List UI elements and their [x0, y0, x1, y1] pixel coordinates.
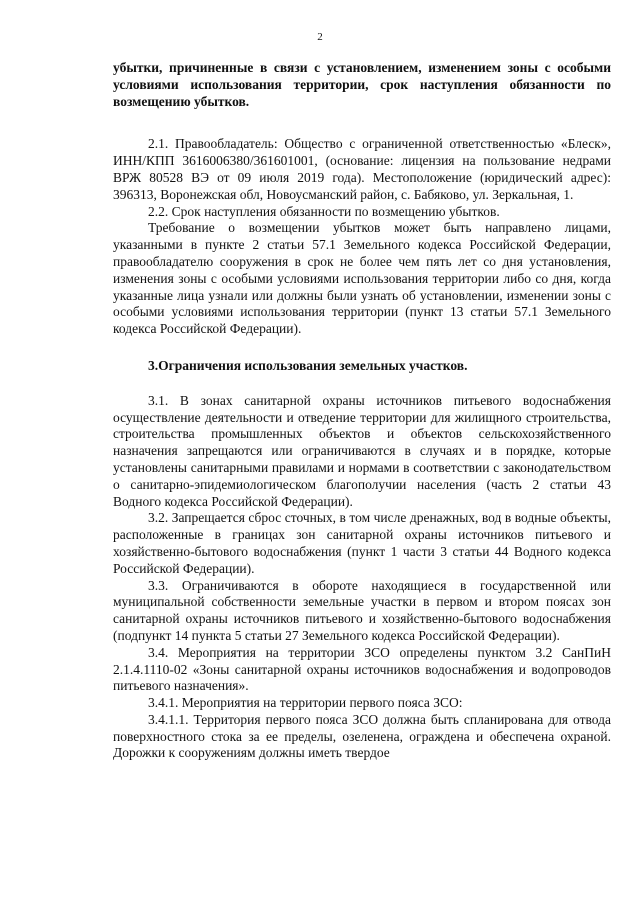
paragraph-3-1: 3.1. В зонах санитарной охраны источников питьевого водоснабжения осуществление деятельности и отведение территории для жилищного строительства, строительства промышленных объектов и объектов сельскохозяйственного назначения запрещаются или ограничиваются в случаях и в порядке, которые установлены санитарными правилами и нормами в соответствии с законодательством о санитарно-эпидемиологическом благополучии населения (часть 2 статьи 43 Водного кодекса Российской Федерации).: [113, 392, 611, 509]
intro-bold-paragraph: убытки, причиненные в связи с установлением, изменением зоны с особыми условиями использования территории, срок наступления обязанности по возмещению убытков.: [113, 60, 611, 109]
paragraph-3-4: 3.4. Мероприятия на территории ЗСО определены пунктом 3.2 СанПиН 2.1.4.1110-02 «Зоны санитарной охраны источников водоснабжения и водопроводов питьевого назначения».: [113, 644, 611, 694]
paragraph-3-4-1-1: 3.4.1.1. Территория первого пояса ЗСО должна быть спланирована для отвода поверхностного стока за ее пределы, озеленена, ограждена и обеспечена охраной. Дорожки к сооружениям должны иметь твердое: [113, 711, 611, 761]
paragraph-3-4-1: 3.4.1. Мероприятия на территории первого пояса ЗСО:: [148, 695, 463, 711]
document-body: [113, 60, 611, 762]
paragraph-3-2: 3.2. Запрещается сброс сточных, в том числе дренажных, вод в водные объекты, расположенные в границах зон санитарной охраны источников питьевого и хозяйственно-бытового водоснабжения (пункт 1 части 3 статьи 44 Водного кодекса Российской Федерации).: [113, 510, 611, 576]
paragraph-claim: Требование о возмещении убытков может быть направлено лицами, указанными в пункте 2 статьи 57.1 Земельного кодекса Российской Федерации, правообладателю сооружения в срок не более чем пять лет со дня установления, изменения зоны с особыми условиями использования территории либо со дня, когда указанные лица узнали или должны были узнать об установлении, изменении зоны с особыми условиями использования территории (пункт 13 статьи 57.1 Земельного кодекса Российской Федерации).: [113, 220, 611, 337]
paragraph-2-2: 2.2. Срок наступления обязанности по возмещению убытков.: [148, 203, 500, 219]
paragraph-3-3: 3.3. Ограничиваются в обороте находящиеся в государственной или муниципальной собственности земельные участки в первом и втором поясах зон санитарной охраны источников питьевого и хозяйственно-бытового водоснабжения (подпункт 14 пункта 5 статьи 27 Земельного кодекса Российской Федерации).: [113, 577, 611, 643]
page-number: 2: [317, 31, 323, 43]
paragraph-2-1: 2.1. Правообладатель: Общество с ограниченной ответственностью «Блеск», ИНН/КПП 3616006380/361601001, (основание: лицензия на пользование недрами ВРЖ 80528 ВЭ от 09 июля 2019 года). Местоположение (юридический адрес): 396313, Воронежская обл, Новоусманский район, с. Бабяково, ул. Зеркальная, 1.: [113, 136, 611, 202]
section-3-heading: 3.Ограничения использования земельных участков.: [148, 357, 468, 373]
